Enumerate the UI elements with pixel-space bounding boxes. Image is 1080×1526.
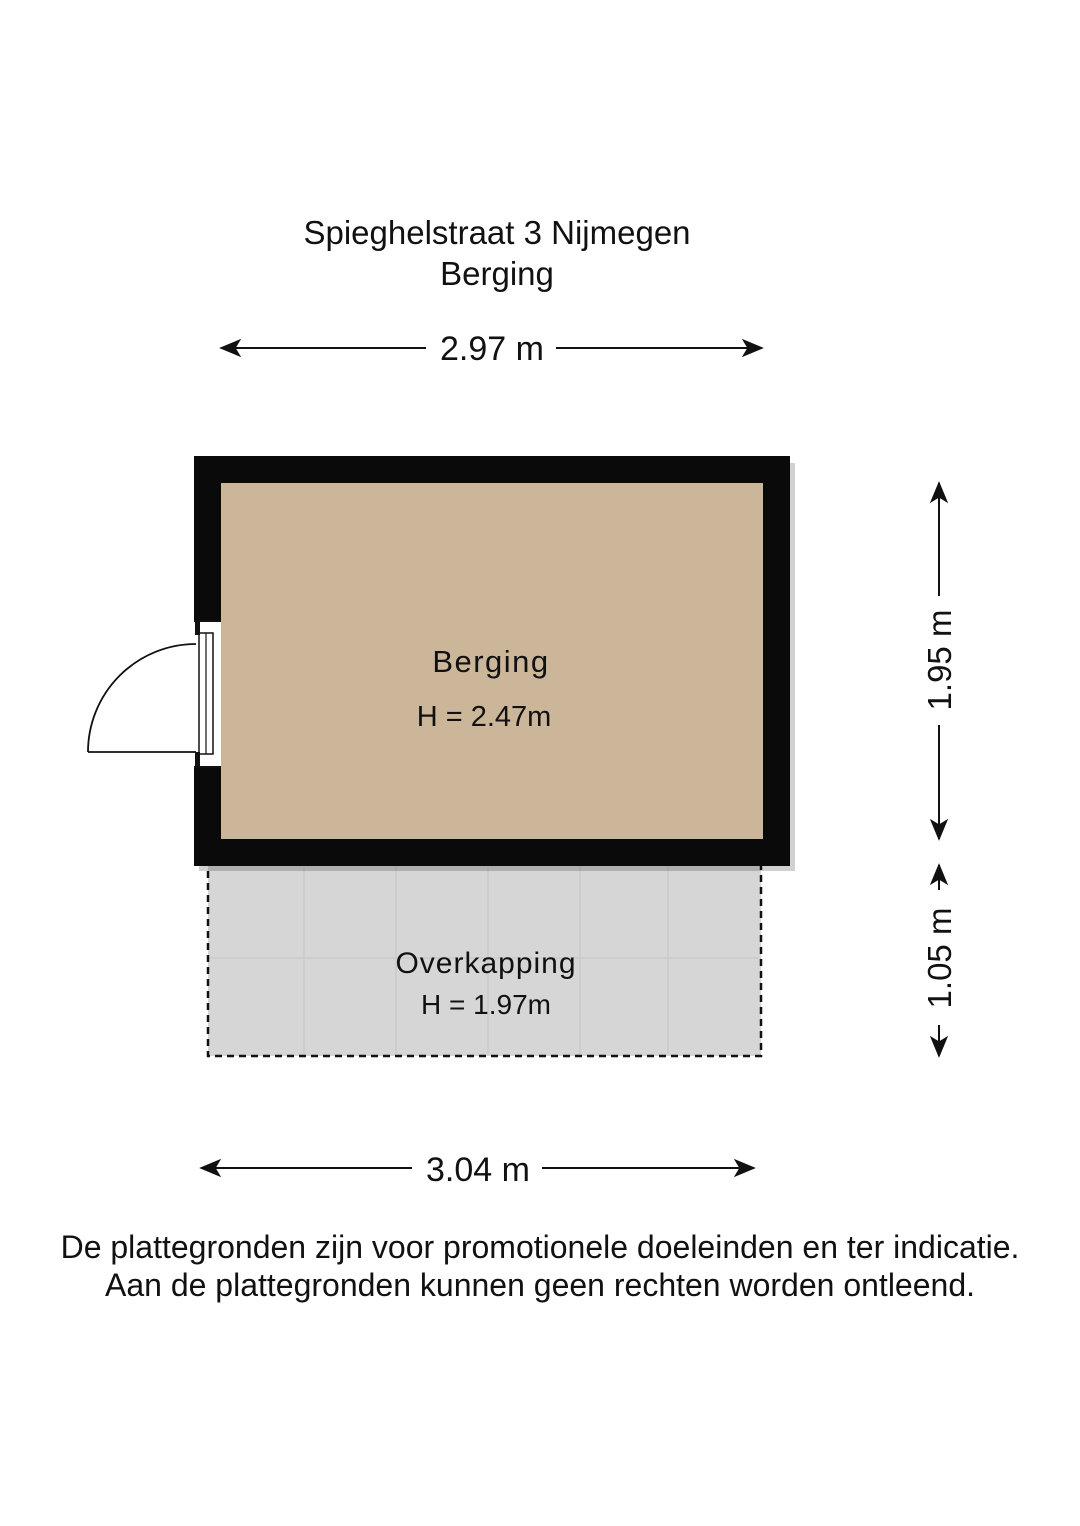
berging-depth-label: 1.95 m	[921, 609, 958, 711]
bottom-width-dimension	[201, 1151, 754, 1189]
overkapping-depth-label: 1.05 m	[921, 907, 958, 1009]
top-width-dimension	[221, 330, 762, 368]
door	[88, 621, 221, 767]
address-title: Spieghelstraat 3 Nijmegen	[303, 214, 691, 251]
top-width-label: 2.97 m	[440, 330, 544, 368]
berging-room-height: H = 2.47m	[416, 701, 552, 733]
berging-room	[194, 456, 795, 871]
overkapping-area	[208, 864, 761, 1056]
berging-depth-dimension	[921, 483, 958, 839]
disclaimer	[0, 1228, 1080, 1304]
berging-room-name: Berging	[432, 644, 550, 679]
overkapping-room-name: Overkapping	[395, 947, 577, 980]
overkapping-room-height: H = 1.97m	[421, 989, 551, 1020]
disclaimer-line-1: De plattegronden zijn voor promotionele doeleinden en ter indicatie.	[60, 1229, 1020, 1265]
floor-name-title: Berging	[440, 255, 554, 292]
overkapping-depth-dimension	[921, 865, 958, 1056]
door-swing-arc	[88, 644, 196, 752]
bottom-width-label: 3.04 m	[426, 1151, 530, 1189]
disclaimer-line-2: Aan de plattegronden kunnen geen rechten worden ontleend.	[104, 1267, 975, 1303]
